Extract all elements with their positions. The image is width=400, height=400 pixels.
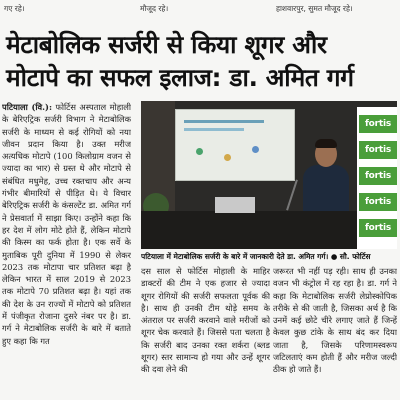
laptop	[215, 197, 255, 213]
column-2-text: दस साल से फोर्टिस मोहाली के माहिर डाक्टरों की टीम ने एक हजार से ज्यादा शूगर रोगियों की सर्जरी सफलता पूर्वक की है। साथ ही उनकी टीम थोड़े समय के अंतराल पर सर्जरी करवाने वाले मरीजों को शूगर चेक करवाते हैं। जिससे पता चलता है कि सर्जरी बाद उनका रक्त शर्करा (ब्लड शूगर) स्तर सामान्य हो गया और उन्हें शूगर की दवा लेने की	[141, 266, 270, 375]
article-dateline: पटियाला (वि.):	[2, 102, 53, 112]
header-strip-middle: मौजूद रहे।	[140, 4, 169, 13]
microphone	[286, 179, 298, 210]
headline-line-2: मोटापे का सफल इलाज: डा. अमित गर्ग	[6, 63, 354, 92]
article-photo	[141, 101, 397, 249]
doctor-hair	[315, 139, 337, 148]
headline-line-1: मेटाबोलिक सर्जरी से किया शूगर और	[6, 30, 327, 59]
fortis-logo: fortis	[359, 167, 397, 185]
header-strip	[0, 0, 400, 18]
fortis-logo: fortis	[359, 141, 397, 159]
fortis-logo: fortis	[359, 115, 397, 133]
article-headline	[6, 28, 396, 94]
fortis-logo: fortis	[359, 193, 397, 211]
fortis-banner	[357, 107, 397, 249]
presentation-screen	[175, 109, 295, 181]
article-column-2	[141, 265, 270, 400]
header-strip-right: हाशवारपुर, सुमत मौजूद रहे।	[276, 4, 353, 13]
column-3-text: जरूरत भी नहीं पड़ रही। साथ ही उनका वजन भी कंट्रोल में रह रहा है। डा. गर्ग ने कहा कि मेटाबोलिक सर्जरी लेप्रोस्कोपिक तरीके से की जाती है, जिसका अर्थ है कि उनमें कई छोटे चीरे लगाए जाते हैं जिन्हें केवल कुछ टांके के साथ बंद कर दिया जाता है, जिसके परिणामस्वरूप जटिलताएं कम होती हैं और मरीज जल्दी ठीक हो जाते हैं।	[273, 266, 397, 375]
fortis-logo: fortis	[359, 219, 397, 237]
article-column-1	[2, 101, 131, 400]
column-1-text: फोर्टिस अस्पताल मोहाली के बेरिएट्रिक सर्जरी विभाग ने मेटाबोलिक सर्जरी के माध्यम से कई रोगियों को नया जीवन प्रदान किया है। उक्त मरीज अत्यधिक मोटापे (100 किलोग्राम वजन से ज्यादा का भार) से ग्रस्त थे और मोटापे से संबंधित मधुमेह, उच्च रक्तचाप और अन्य गंभीर बीमारियों से पीड़ित थे। ये विचार बेरिएट्रिक सर्जरी के कंसल्टेंट डा. अमित गर्ग ने प्रेसवार्ता में साझा किए। उन्होंने कहा कि हर देश में लोग मोटे होते हैं, लेकिन मोटापे की किस्म का फर्क होता है। एक सर्वे के मुताबिक पूरी दुनिया में 1990 से लेकर 2023 तक मोटापा चार प्रतिशत बढ़ा है लेकिन भारत में साल 2019 से 2023 तक मोटापे 70 प्रतिशत बढ़ा है। यहां तक की देश के उन राज्यों में मोटापे को प्रतिशत में पंजीकृत रोजाना दुसरे नंबर पर है। डा. गर्ग ने मेटाबोलिक सर्जरी के बारे में बताते हुए कहा कि गत	[2, 102, 131, 346]
header-strip-left: गए रहे।	[4, 4, 25, 13]
photo-caption: पटियाला में मेटाबोलिक सर्जरी के बारे में जानकारी देते डा. अमित गर्ग। ● सौ. फोर्टिस	[141, 252, 371, 261]
article-column-3	[273, 265, 397, 400]
